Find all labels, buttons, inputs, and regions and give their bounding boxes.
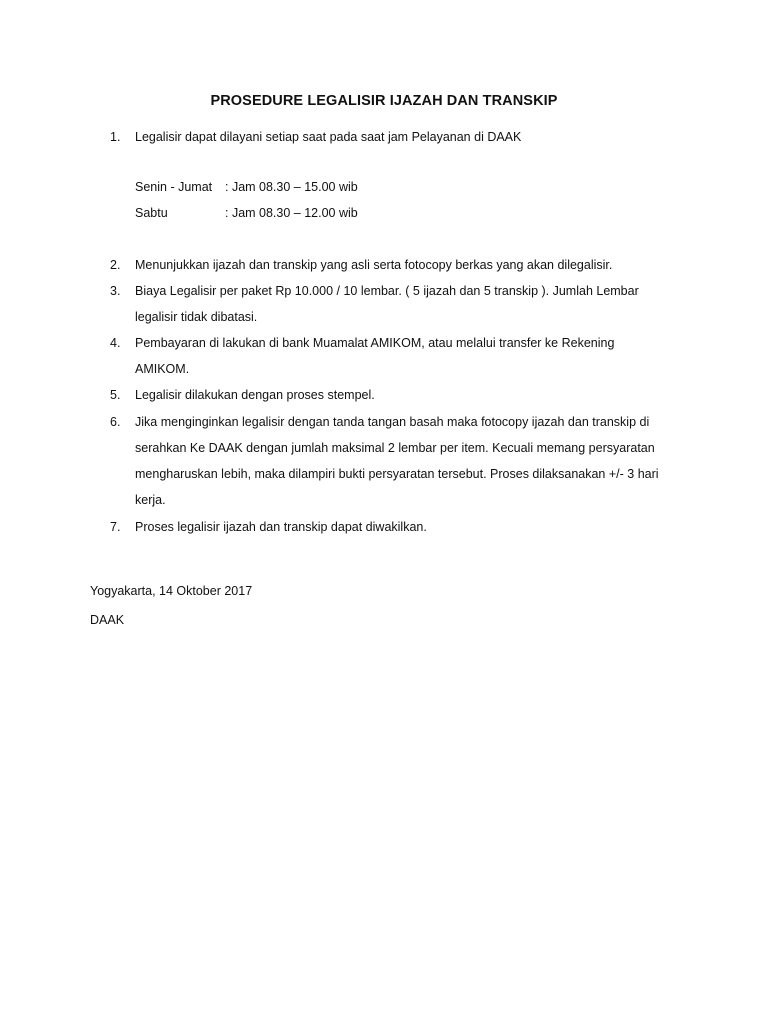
- item-number-1: 1.: [110, 130, 121, 144]
- schedule-time-weekday: : Jam 08.30 – 15.00 wib: [225, 180, 358, 194]
- item-number-4: 4.: [110, 336, 121, 350]
- item-6-line-3: mengharuskan lebih, maka dilampiri bukti persyaratan tersebut. Proses dilaksanakan +/- 3 hari: [135, 467, 659, 481]
- item-5-line-1: Legalisir dilakukan dengan proses stempel.: [135, 388, 375, 402]
- document-title: PROSEDURE LEGALISIR IJAZAH DAN TRANSKIP: [210, 93, 558, 109]
- list-item-5: [135, 382, 675, 408]
- item-number-3: 3.: [110, 284, 121, 298]
- schedule-day-weekday: Senin - Jumat: [135, 180, 213, 194]
- list-item-6: [135, 409, 675, 513]
- item-7-line-1: Proses legalisir ijazah dan transkip dapat diwakilkan.: [135, 520, 427, 534]
- item-number-2: 2.: [110, 258, 121, 272]
- item-3-line-2: legalisir tidak dibatasi.: [135, 310, 258, 324]
- signatory: DAAK: [90, 613, 125, 627]
- item-4-line-1: Pembayaran di lakukan di bank Muamalat AMIKOM, atau melalui transfer ke Rekening: [135, 336, 615, 350]
- item-number-7: 7.: [110, 520, 121, 534]
- place-date: Yogyakarta, 14 Oktober 2017: [90, 584, 253, 598]
- item-4-line-2: AMIKOM.: [135, 362, 190, 376]
- list-item-7: [135, 514, 675, 540]
- list-item-1: [135, 124, 675, 150]
- item-3-line-1: Biaya Legalisir per paket Rp 10.000 / 10 lembar. ( 5 ijazah dan 5 transkip ). Jumlah Lembar: [135, 284, 639, 298]
- schedule-day-saturday: Sabtu: [135, 206, 168, 220]
- list-item-3: [135, 278, 675, 330]
- item-6-line-1: Jika menginginkan legalisir dengan tanda tangan basah maka fotocopy ijazah dan transkip di: [135, 415, 650, 429]
- list-item-4: [135, 330, 675, 382]
- item-number-5: 5.: [110, 388, 121, 402]
- item-1-line-1: Legalisir dapat dilayani setiap saat pada saat jam Pelayanan di DAAK: [135, 130, 522, 144]
- item-6-line-4: kerja.: [135, 493, 166, 507]
- item-2-line-1: Menunjukkan ijazah dan transkip yang asli serta fotocopy berkas yang akan dilegalisir.: [135, 258, 613, 272]
- list-item-2: [135, 252, 675, 278]
- schedule-time-saturday: : Jam 08.30 – 12.00 wib: [225, 206, 358, 220]
- item-6-line-2: serahkan Ke DAAK dengan jumlah maksimal 2 lembar per item. Kecuali memang persyaratan: [135, 441, 655, 455]
- item-number-6: 6.: [110, 415, 121, 429]
